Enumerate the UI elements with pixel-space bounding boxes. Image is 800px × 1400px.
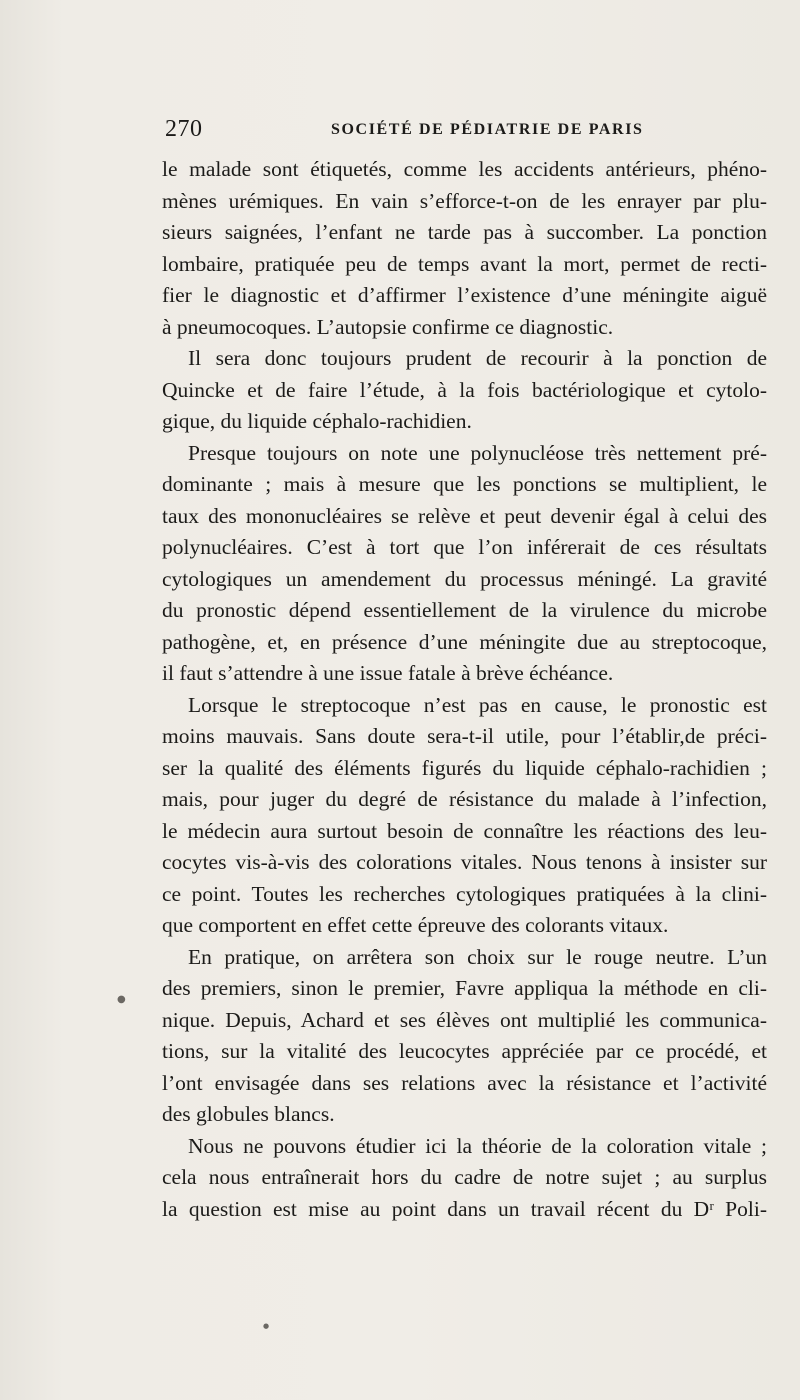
text-line: pathogène, et, en présence d’une méningite due au streptocoque, [162, 629, 767, 654]
paragraph-4 [162, 690, 767, 942]
paragraph-6 [162, 1131, 767, 1226]
text-line: cocytes vis-à-vis des colorations vitales. Nous tenons à insister sur [162, 850, 767, 874]
text-line: Quincke et de faire l’étude, à la fois bactériologique et cytolo- [162, 377, 767, 402]
margin-speck: ● [117, 994, 126, 1005]
text-line: que comportent en effet cette épreuve des colorants vitaux. [162, 913, 669, 937]
text-line: nique. Depuis, Achard et ses élèves ont multiplié les communica- [162, 1007, 767, 1032]
text-line: tions, sur la vitalité des leucocytes appréciée par ce procédé, et [162, 1039, 767, 1063]
text-line: des premiers, sinon le premier, Favre appliqua la méthode en cli- [162, 976, 767, 1000]
text-line: des globules blancs. [162, 1102, 335, 1126]
text-line: ser la qualité des éléments figurés du liquide céphalo-rachidien ; [162, 755, 767, 780]
text-line: cytologiques un amendement du processus méningé. La gravité [162, 566, 767, 591]
page-header [0, 116, 800, 146]
text-line: fier le diagnostic et d’affirmer l’existence d’une méningite aiguë [162, 283, 767, 307]
text-line: taux des mononucléaires se relève et peut devenir égal à celui des [162, 503, 767, 528]
margin-speck: ● [263, 1322, 270, 1330]
paragraph-3 [162, 438, 767, 690]
text-line: cela nous entraînerait hors du cadre de notre sujet ; au surplus [162, 1165, 767, 1189]
text-line: mènes urémiques. En vain s’efforce-t-on de les enrayer par plu- [162, 188, 767, 213]
text-line: Lorsque le streptocoque n’est pas en cause, le pronostic est [188, 692, 767, 717]
paragraph-1 [162, 154, 767, 343]
text-line: du pronostic dépend essentiellement de la virulence du microbe [162, 598, 767, 622]
text-line: il faut s’attendre à une issue fatale à brève échéance. [162, 661, 614, 685]
body-text [162, 154, 767, 1225]
text-line: moins mauvais. Sans doute sera-t-il utile, pour l’établir,de préci- [162, 724, 767, 748]
text-line: Presque toujours on note une polynucléose très nettement pré- [188, 440, 767, 465]
text-line: l’ont envisagée dans ses relations avec la résistance et l’activité [162, 1070, 767, 1095]
text-line: le médecin aura surtout besoin de connaître les réactions des leu- [162, 818, 767, 843]
text-line: sieurs saignées, l’enfant ne tarde pas à succomber. La ponction [162, 220, 767, 244]
text-line: dominante ; mais à mesure que les ponctions se multiplient, le [162, 472, 767, 496]
paragraph-5 [162, 942, 767, 1131]
paragraph-2 [162, 343, 767, 438]
text-line: à pneumocoques. L’autopsie confirme ce diagnostic. [162, 314, 614, 339]
text-line: En pratique, on arrêtera son choix sur le rouge neutre. L’un [188, 944, 767, 969]
text-line: Nous ne pouvons étudier ici la théorie de la coloration vitale ; [188, 1133, 767, 1158]
text-line: Il sera donc toujours prudent de recourir à la ponction de [188, 346, 767, 370]
text-line: lombaire, pratiquée peu de temps avant la mort, permet de recti- [162, 251, 767, 276]
text-line: ce point. Toutes les recherches cytologiques pratiquées à la clini- [162, 881, 767, 906]
text-line: mais, pour juger du degré de résistance du malade à l’infection, [162, 787, 767, 811]
text-line: polynucléaires. C’est à tort que l’on inférerait de ces résultats [162, 535, 767, 559]
running-title: SOCIÉTÉ DE PÉDIATRIE DE PARIS [331, 121, 644, 138]
text-line: gique, du liquide céphalo-rachidien. [162, 409, 472, 433]
text-line: la question est mise au point dans un travail récent du Dʳ Poli- [162, 1196, 767, 1221]
text-line: le malade sont étiquetés, comme les accidents antérieurs, phéno- [162, 157, 767, 181]
page-number: 270 [165, 116, 203, 142]
